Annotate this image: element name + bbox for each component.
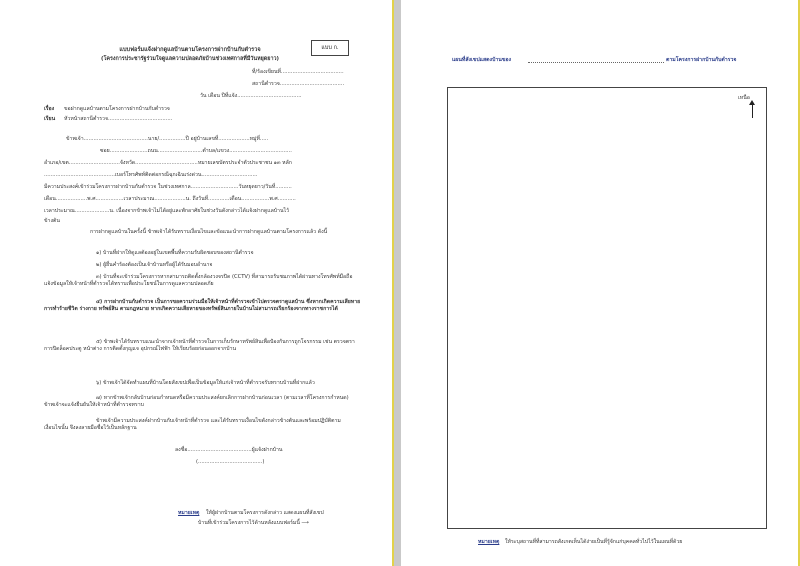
body-line[interactable]: เดือน...................พ.ศ.................เวลาประมาณ...................น. ถึงวันที่.............เดือน.................พ.ศ........... [44, 196, 296, 202]
written-at-field[interactable]: ที่/ร้องเขียนที่...................................... [252, 69, 344, 75]
station-field[interactable]: สถานีตำรวจ....................................... [252, 81, 345, 87]
condition-item: ๓) บ้านที่จะเข้าร่วมโครงการหากสามารถติดตั้งกล้องวงจรปิด (CCTV) ที่สามารถรับชมภาพได้ผ่านทางโทรศัพท์มือถือ แจ้งข้อมูลให้เจ้าหน้าที่ตำรวจได้ทราบเพื่อประโยชน์ในการดูแลความปลอดภัย [44, 274, 353, 287]
note-left: ให้ผู้ฝากบ้านตามโครงการดังกล่าว แสดงแผนที่สังเขป [206, 510, 324, 516]
north-arrow-shaft [752, 104, 753, 118]
map-drawing-area[interactable] [447, 87, 767, 529]
page-gutter [394, 0, 401, 566]
map-header-suffix: ตามโครงการฝากบ้านกับตำรวจ [666, 57, 737, 63]
date-field[interactable]: วัน เดือน ปีที่แจ้ง....................................... [200, 93, 302, 99]
body-line[interactable]: ข้าพเจ้า.......................................นาย/................ปี อยู่บ้านเลขที่...................หมู่ที่..... [66, 136, 269, 142]
form-title: แบบฟอร์มแจ้งฝากดูแลบ้านตามโครงการฝากบ้านกับตำรวจ [119, 47, 261, 53]
body-line[interactable]: เวลาประมาณ.....................น. เนื่องจากข้าพเจ้าไม่ได้อยู่และพักอาศัยในช่วงวันดังกล่าวได้แจ้งฝากดูแลบ้านไว้ [44, 208, 290, 214]
form-subtitle: (โครงการประชารัฐร่วมใจดูแลความปลอดภัยบ้านช่วงเทศกาลที่มีวันหยุดยาว) [101, 56, 279, 62]
to-text: หัวหน้าสถานีตำรวจ....................................... [64, 116, 173, 122]
condition-item: ๒) ผู้ยื่นคำร้องต้องเป็นเจ้าบ้านหรือผู้ได้รับมอบอำนาจ [96, 262, 213, 268]
form-code-box: แบบ ก. [311, 40, 349, 56]
note-label-right: หมายเหตุ [478, 539, 500, 545]
condition-item: ๑) บ้านที่ฝากให้ดูแลต้องอยู่ในเขตพื้นที่ความรับผิดชอบของสถานีตำรวจ [96, 250, 254, 256]
subject-text: ขอฝากดูแลบ้านตามโครงการฝากบ้านกับตำรวจ [64, 106, 170, 112]
body-line[interactable]: ...........................................เบอร์โทรศัพท์ติดต่อกรณีฉุกเฉินเร่งด่วน.................................. [44, 172, 258, 178]
north-label: เหนือ [738, 95, 750, 101]
condition-item: ๔) การฝากบ้านกับตำรวจ เป็นการขอความร่วมมือให้เจ้าหน้าที่ตำรวจเข้าไปตรวจตราดูแลบ้าน ซึ่งหากเกิดความเสียหาย การทำร้ายชีวิต ร่างกาย ทรัพย์สิน ตามกฎหมาย หากเกิดความเสียหายของทรัพย์สินภายในบ้านไม่สามารถเรียกร้องจากทางราชการได้ [44, 299, 361, 312]
closing-paragraph: ข้าพเจ้ามีความประสงค์ฝากบ้านกับเจ้าหน้าที่ตำรวจ และได้รับทราบเงื่อนไขดังกล่าวข้างต้นและพร้อมปฏิบัติตามเงื่อนไขนั้น จึงลงลายมือชื่อไว้เป็นหลักฐาน [44, 418, 341, 431]
condition-item: ๕) ข้าพเจ้าได้รับทราบแนะนำจากเจ้าหน้าที่ตำรวจในการเก็บรักษาทรัพย์สินเพื่อป้องกันการถูกโจรกรรม เช่น ตรวจตราการปิดล็อคประตู หน้าต่าง การติดตั้งกุญแจ อุปกรณ์ไฟฟ้า ให้เรียบร้อยก่อนออกจากบ้าน [44, 339, 355, 352]
signature-name[interactable]: (.......................................) [196, 459, 265, 465]
intro-paragraph: การฝากดูแลบ้านในครั้งนี้ ข้าพเจ้าได้รับทราบเงื่อนไขและข้อแนะนำการฝากดูแลบ้านตามโครงการแล้ว ดังนี้ [90, 229, 328, 235]
note-right: ให้ระบุสถานที่ที่สามารถสังเกตเห็นได้ง่ายเป็นที่รู้จักแก่บุคคลทั่วไปไว้ในแผนที่ด้วย [505, 539, 683, 545]
subject-label: เรื่อง [44, 106, 55, 112]
body-line[interactable]: อำเภอ/เขต...............................จังหวัด......................................หมายเลขบัตรประจำตัวประชาชน ๑๓ หลัก [44, 160, 292, 166]
map-header-label: แผนที่สังเขปแสดงบ้านของ [452, 57, 512, 63]
to-label: เรียน [44, 116, 56, 122]
note-left-line2: บ้านที่เข้าร่วมโครงการไว้ด้านหลังแบบฟอร์มนี้ ⟶ [198, 520, 309, 526]
body-line[interactable]: มีความประสงค์เข้าร่วมโครงการฝากบ้านกับตำรวจ ในช่วงเทศกาล.............................วันหยุดยาว/วันที่.......... [44, 184, 292, 190]
body-line[interactable]: ซอย.......................ถนน...........................ตำบล/แขวง...................................... [100, 148, 292, 154]
owner-name-line[interactable] [528, 62, 664, 63]
body-line: ข้างต้น [44, 218, 60, 224]
condition-item: ๖) ข้าพเจ้าได้จัดทำแผนที่บ้านโดยสังเขปเพื่อเป็นข้อมูลให้แก่เจ้าหน้าที่ตำรวจรับทราบบ้านที่ฝากแล้ว [96, 380, 315, 386]
signature-line[interactable]: ลงชื่อ.......................................ผู้แจ้งฝากบ้าน [175, 447, 283, 453]
note-label-left: หมายเหตุ [178, 510, 200, 516]
condition-item: ๗) หากข้าพเจ้ากลับบ้านก่อนกำหนดหรือมีความประสงค์ยกเลิกการฝากบ้านก่อนเวลา (ตามเวลาที่โครงการกำหนด) ข้าพเจ้าจะแจ้งยืนยันให้เจ้าหน้าที่ตำรวจทราบ [44, 395, 349, 408]
